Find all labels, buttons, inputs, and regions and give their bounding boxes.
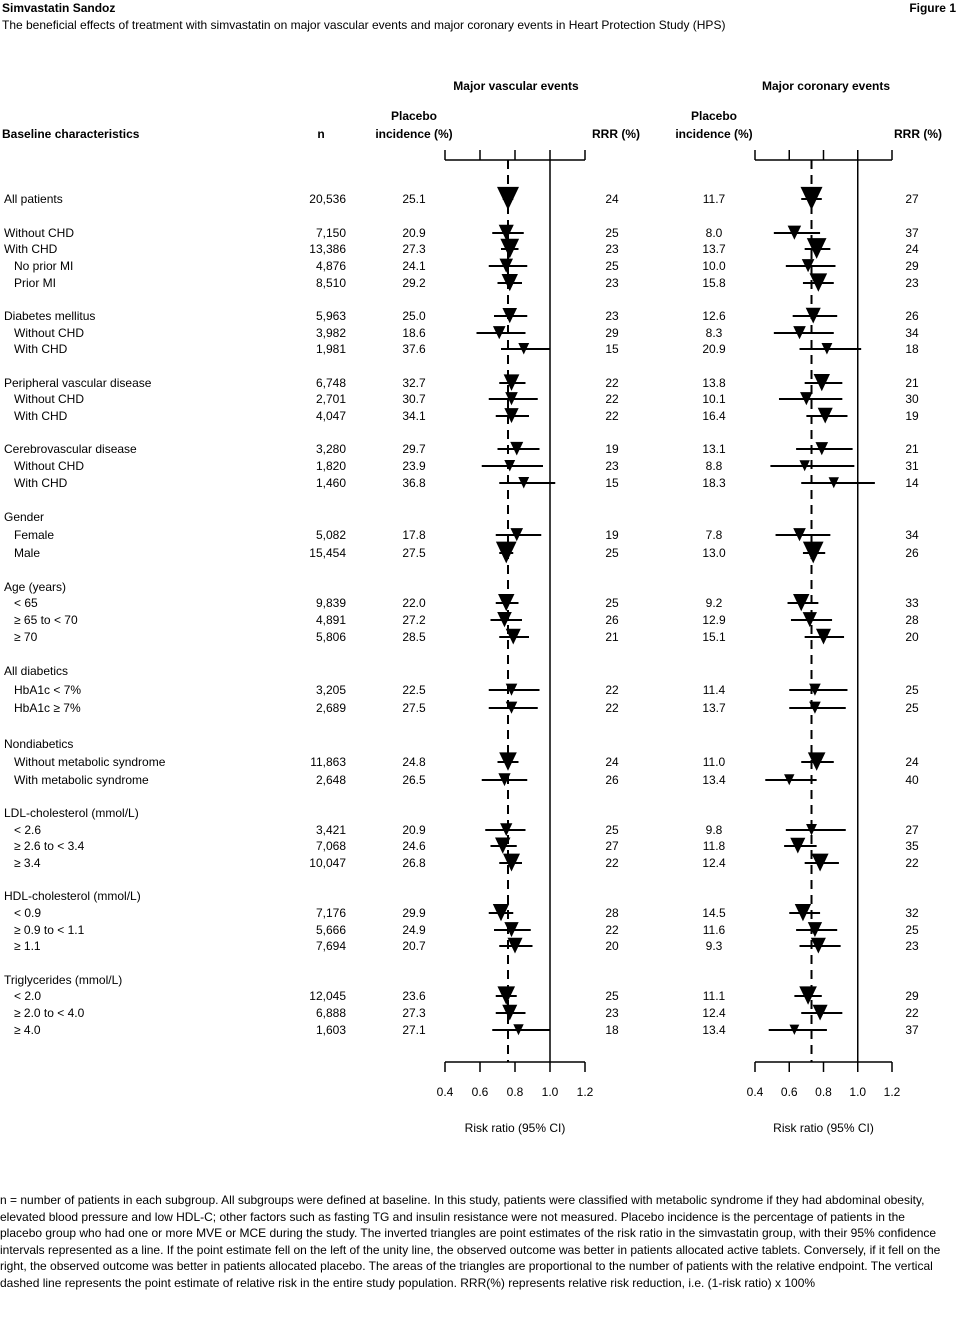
row-rrr: 25 [905, 683, 919, 697]
row-label: ≥ 4.0 [14, 1023, 41, 1037]
row-rrr: 20 [605, 939, 619, 953]
panel-title: Major vascular events [453, 79, 579, 93]
row-label: ≥ 70 [14, 630, 38, 644]
row-placebo-incidence: 27.3 [402, 1006, 426, 1020]
row-rrr: 22 [905, 856, 919, 870]
row-rrr: 18 [605, 1023, 619, 1037]
row-rrr: 23 [605, 276, 619, 290]
row-placebo-incidence: 24.6 [402, 839, 426, 853]
row-placebo-incidence: 12.4 [702, 856, 726, 870]
row-placebo-incidence: 24.1 [402, 259, 426, 273]
row-placebo-incidence: 28.5 [402, 630, 426, 644]
row-n: 3,421 [315, 823, 346, 837]
row-rrr: 20 [905, 630, 919, 644]
row-rrr: 26 [905, 309, 919, 323]
row-placebo-incidence: 20.9 [702, 342, 726, 356]
row-n: 13,386 [309, 242, 346, 256]
row-placebo-incidence: 37.6 [402, 342, 426, 356]
col-header-incidence: incidence (%) [675, 127, 753, 141]
x-tick-label: 1.0 [541, 1085, 559, 1099]
row-label: < 65 [14, 596, 38, 610]
row-rrr: 25 [605, 259, 619, 273]
point-estimate-triangle [496, 542, 517, 564]
row-placebo-incidence: 26.5 [402, 773, 426, 787]
row-label: < 2.6 [14, 823, 42, 837]
row-label: Nondiabetics [4, 737, 74, 751]
row-placebo-incidence: 8.0 [705, 226, 723, 240]
row-label: Male [14, 546, 41, 560]
row-rrr: 25 [605, 226, 619, 240]
row-n: 9,839 [315, 596, 346, 610]
row-placebo-incidence: 11.0 [702, 755, 726, 769]
row-rrr: 37 [905, 1023, 919, 1037]
row-placebo-incidence: 7.8 [705, 528, 723, 542]
row-n: 8,510 [315, 276, 346, 290]
row-rrr: 23 [605, 459, 619, 473]
row-label: Without metabolic syndrome [14, 755, 166, 769]
row-label: With CHD [14, 476, 68, 490]
row-n: 2,648 [315, 773, 346, 787]
row-n: 11,863 [310, 755, 346, 769]
row-placebo-incidence: 26.8 [402, 856, 426, 870]
row-placebo-incidence: 11.7 [702, 192, 726, 206]
row-rrr: 14 [905, 476, 919, 490]
row-placebo-incidence: 13.7 [702, 242, 726, 256]
row-rrr: 19 [605, 528, 619, 542]
row-n: 4,047 [315, 409, 346, 423]
row-placebo-incidence: 8.8 [705, 459, 723, 473]
row-rrr: 22 [605, 409, 619, 423]
row-rrr: 25 [605, 596, 619, 610]
row-label: Gender [4, 510, 45, 524]
row-rrr: 19 [905, 409, 919, 423]
row-n: 5,963 [315, 309, 346, 323]
col-header-rrr: RRR (%) [894, 127, 942, 141]
row-rrr: 25 [605, 989, 619, 1003]
figure-label: Figure 1 [909, 1, 956, 15]
row-label: HbA1c ≥ 7% [14, 701, 81, 715]
row-rrr: 25 [905, 923, 919, 937]
row-placebo-incidence: 11.8 [702, 839, 726, 853]
row-placebo-incidence: 9.8 [705, 823, 723, 837]
row-label: HbA1c < 7% [14, 683, 82, 697]
row-placebo-incidence: 11.6 [702, 923, 726, 937]
row-label: No prior MI [14, 259, 74, 273]
row-placebo-incidence: 13.4 [702, 1023, 726, 1037]
x-tick-label: 0.8 [506, 1085, 524, 1099]
row-n: 15,454 [309, 546, 346, 560]
row-label: All patients [4, 192, 63, 206]
row-placebo-incidence: 27.1 [402, 1023, 426, 1037]
row-placebo-incidence: 32.7 [402, 376, 426, 390]
row-n: 6,888 [315, 1006, 346, 1020]
row-n: 5,082 [315, 528, 346, 542]
row-label: Without CHD [14, 459, 85, 473]
row-rrr: 27 [905, 192, 919, 206]
row-label: ≥ 3.4 [14, 856, 41, 870]
row-label: ≥ 0.9 to < 1.1 [14, 923, 85, 937]
row-placebo-incidence: 18.6 [402, 326, 426, 340]
row-n: 5,806 [315, 630, 346, 644]
row-n: 2,689 [315, 701, 346, 715]
row-placebo-incidence: 9.2 [705, 596, 723, 610]
row-n: 10,047 [309, 856, 346, 870]
row-placebo-incidence: 12.6 [702, 309, 726, 323]
row-n: 4,891 [315, 613, 346, 627]
row-label: < 2.0 [14, 989, 42, 1003]
row-n: 1,460 [315, 476, 346, 490]
row-rrr: 40 [905, 773, 919, 787]
row-placebo-incidence: 29.7 [402, 442, 426, 456]
row-placebo-incidence: 13.1 [702, 442, 726, 456]
row-n: 12,045 [309, 989, 346, 1003]
row-rrr: 22 [605, 683, 619, 697]
row-placebo-incidence: 20.7 [402, 939, 426, 953]
row-placebo-incidence: 11.4 [702, 683, 726, 697]
row-placebo-incidence: 10.0 [702, 259, 726, 273]
x-tick-label: 1.2 [576, 1085, 594, 1099]
row-label: Triglycerides (mmol/L) [4, 973, 123, 987]
row-placebo-incidence: 17.8 [402, 528, 426, 542]
row-label: With CHD [14, 409, 68, 423]
row-label: Prior MI [14, 276, 56, 290]
row-rrr: 23 [905, 939, 919, 953]
row-n: 1,820 [315, 459, 346, 473]
row-label: Peripheral vascular disease [4, 376, 152, 390]
row-placebo-incidence: 12.4 [702, 1006, 726, 1020]
row-placebo-incidence: 15.8 [702, 276, 726, 290]
footnote: n = number of patients in each subgroup. All subgroups were defined at baseline. In this study, patients were classified with metabolic syndrome if they had abdominal obesity, elevated blood pressure and low HDL-C; other factors such as fasting TG and insulin resistance were not measured. Placebo incidence is the percentage of patients in the placebo group who had one or more MVE or MCE during the study. The inverted triangles are point estimates of the risk ratio in the simvastatin group, with their 95% confidence intervals represented as a line. If the point estimate fell on the left of the unity line, the observed outcome was better in patients allocated active tablets. Conversely, if it fell on the right, the observed outcome was better in patients allocated placebo. The areas of the triangles are proportional to the number of patients with the relative endpoint. The vertical dashed line represents the point estimate of relative risk in the entire study population. RRR(%) represents relative risk reduction, i.e. (1-risk ratio) x 100% [0, 1193, 941, 1290]
x-tick-label: 0.4 [436, 1085, 454, 1099]
row-n: 1,981 [315, 342, 346, 356]
x-tick-label: 1.2 [883, 1085, 901, 1099]
row-placebo-incidence: 20.9 [402, 226, 426, 240]
product-name: Simvastatin Sandoz [2, 1, 116, 15]
row-rrr: 23 [605, 1006, 619, 1020]
row-label: HDL-cholesterol (mmol/L) [4, 889, 141, 903]
row-placebo-incidence: 27.5 [402, 701, 426, 715]
row-placebo-incidence: 13.4 [702, 773, 726, 787]
row-n: 7,150 [315, 226, 346, 240]
row-rrr: 29 [905, 989, 919, 1003]
row-rrr: 18 [905, 342, 919, 356]
row-placebo-incidence: 34.1 [402, 409, 426, 423]
row-rrr: 21 [905, 376, 919, 390]
row-placebo-incidence: 23.6 [402, 989, 426, 1003]
row-placebo-incidence: 24.9 [402, 923, 426, 937]
row-placebo-incidence: 27.2 [402, 613, 426, 627]
x-tick-label: 0.6 [471, 1085, 489, 1099]
row-placebo-incidence: 36.8 [402, 476, 426, 490]
row-label: With metabolic syndrome [14, 773, 149, 787]
row-rrr: 28 [905, 613, 919, 627]
row-n: 5,666 [315, 923, 346, 937]
row-rrr: 15 [605, 342, 619, 356]
row-label: Without CHD [14, 392, 85, 406]
row-rrr: 24 [905, 242, 919, 256]
row-label: With CHD [4, 242, 58, 256]
row-placebo-incidence: 30.7 [402, 392, 426, 406]
row-placebo-incidence: 27.5 [402, 546, 426, 560]
row-placebo-incidence: 25.0 [402, 309, 426, 323]
row-label: ≥ 1.1 [14, 939, 41, 953]
row-label: < 0.9 [14, 906, 42, 920]
row-label: LDL-cholesterol (mmol/L) [4, 806, 139, 820]
row-n: 7,176 [315, 906, 346, 920]
row-placebo-incidence: 8.3 [705, 326, 723, 340]
row-label: Without CHD [14, 326, 85, 340]
x-tick-label: 0.8 [815, 1085, 832, 1099]
row-rrr: 30 [905, 392, 919, 406]
row-placebo-incidence: 13.8 [702, 376, 726, 390]
row-label: Female [14, 528, 55, 542]
row-placebo-incidence: 27.3 [402, 242, 426, 256]
row-placebo-incidence: 10.1 [702, 392, 726, 406]
row-label: With CHD [14, 342, 68, 356]
row-label: ≥ 2.0 to < 4.0 [14, 1006, 85, 1020]
row-placebo-incidence: 14.5 [702, 906, 726, 920]
row-rrr: 22 [905, 1006, 919, 1020]
row-rrr: 34 [905, 528, 919, 542]
figure-subtitle: The beneficial effects of treatment with simvastatin on major vascular events and major coronary events in Heart Protection Study (HPS) [2, 18, 726, 32]
row-placebo-incidence: 25.1 [402, 192, 426, 206]
row-n: 2,701 [315, 392, 346, 406]
row-rrr: 25 [905, 701, 919, 715]
col-header-incidence: incidence (%) [375, 127, 453, 141]
row-rrr: 37 [905, 226, 919, 240]
row-n: 3,280 [315, 442, 346, 456]
col-header-n: n [317, 127, 325, 141]
row-n: 3,982 [315, 326, 346, 340]
row-n: 20,536 [309, 192, 346, 206]
row-rrr: 25 [605, 546, 619, 560]
row-rrr: 15 [605, 476, 619, 490]
row-rrr: 23 [905, 276, 919, 290]
row-placebo-incidence: 24.8 [402, 755, 426, 769]
row-placebo-incidence: 13.0 [702, 546, 726, 560]
row-rrr: 23 [605, 309, 619, 323]
row-rrr: 28 [605, 906, 619, 920]
row-rrr: 22 [605, 701, 619, 715]
row-placebo-incidence: 9.3 [705, 939, 723, 953]
row-n: 7,694 [315, 939, 346, 953]
row-placebo-incidence: 20.9 [402, 823, 426, 837]
row-rrr: 26 [905, 546, 919, 560]
row-rrr: 24 [605, 755, 619, 769]
row-label: All diabetics [4, 664, 69, 678]
row-label: ≥ 2.6 to < 3.4 [14, 839, 85, 853]
col-header-baseline: Baseline characteristics [2, 127, 140, 141]
row-rrr: 22 [605, 856, 619, 870]
row-placebo-incidence: 11.1 [702, 989, 726, 1003]
row-rrr: 22 [605, 392, 619, 406]
row-rrr: 21 [905, 442, 919, 456]
row-rrr: 26 [605, 773, 619, 787]
row-rrr: 32 [905, 906, 919, 920]
row-placebo-incidence: 23.9 [402, 459, 426, 473]
point-estimate-triangle [497, 187, 519, 210]
row-rrr: 33 [905, 596, 919, 610]
row-n: 1,603 [315, 1023, 346, 1037]
row-rrr: 19 [605, 442, 619, 456]
row-rrr: 21 [605, 630, 619, 644]
row-rrr: 34 [905, 326, 919, 340]
row-rrr: 22 [605, 376, 619, 390]
row-placebo-incidence: 22.5 [402, 683, 426, 697]
row-rrr: 24 [605, 192, 619, 206]
row-n: 3,205 [315, 683, 346, 697]
row-placebo-incidence: 22.0 [402, 596, 426, 610]
row-rrr: 25 [605, 823, 619, 837]
row-placebo-incidence: 15.1 [702, 630, 726, 644]
row-placebo-incidence: 29.2 [402, 276, 426, 290]
x-tick-label: 0.4 [746, 1085, 764, 1099]
row-n: 6,748 [315, 376, 346, 390]
row-placebo-incidence: 29.9 [402, 906, 426, 920]
row-rrr: 29 [905, 259, 919, 273]
row-label: Age (years) [4, 580, 67, 594]
row-label: Without CHD [4, 226, 75, 240]
row-rrr: 26 [605, 613, 619, 627]
x-tick-label: 1.0 [849, 1085, 867, 1099]
x-axis-label: Risk ratio (95% CI) [464, 1121, 566, 1135]
row-rrr: 22 [605, 923, 619, 937]
col-header-rrr: RRR (%) [592, 127, 640, 141]
col-header-placebo: Placebo [690, 109, 738, 123]
row-label: Diabetes mellitus [4, 309, 96, 323]
row-rrr: 35 [905, 839, 919, 853]
row-rrr: 29 [605, 326, 619, 340]
row-n: 4,876 [315, 259, 346, 273]
row-label: ≥ 65 to < 70 [14, 613, 78, 627]
row-rrr: 27 [605, 839, 619, 853]
row-placebo-incidence: 18.3 [702, 476, 726, 490]
col-header-placebo: Placebo [390, 109, 438, 123]
row-label: Cerebrovascular disease [4, 442, 137, 456]
x-tick-label: 0.6 [780, 1085, 798, 1099]
row-placebo-incidence: 13.7 [702, 701, 726, 715]
row-rrr: 27 [905, 823, 919, 837]
row-rrr: 24 [905, 755, 919, 769]
row-rrr: 23 [605, 242, 619, 256]
panel-title: Major coronary events [761, 79, 891, 93]
x-axis-label: Risk ratio (95% CI) [773, 1121, 874, 1135]
row-placebo-incidence: 16.4 [702, 409, 726, 423]
row-placebo-incidence: 12.9 [702, 613, 726, 627]
row-n: 7,068 [315, 839, 346, 853]
row-rrr: 31 [905, 459, 919, 473]
